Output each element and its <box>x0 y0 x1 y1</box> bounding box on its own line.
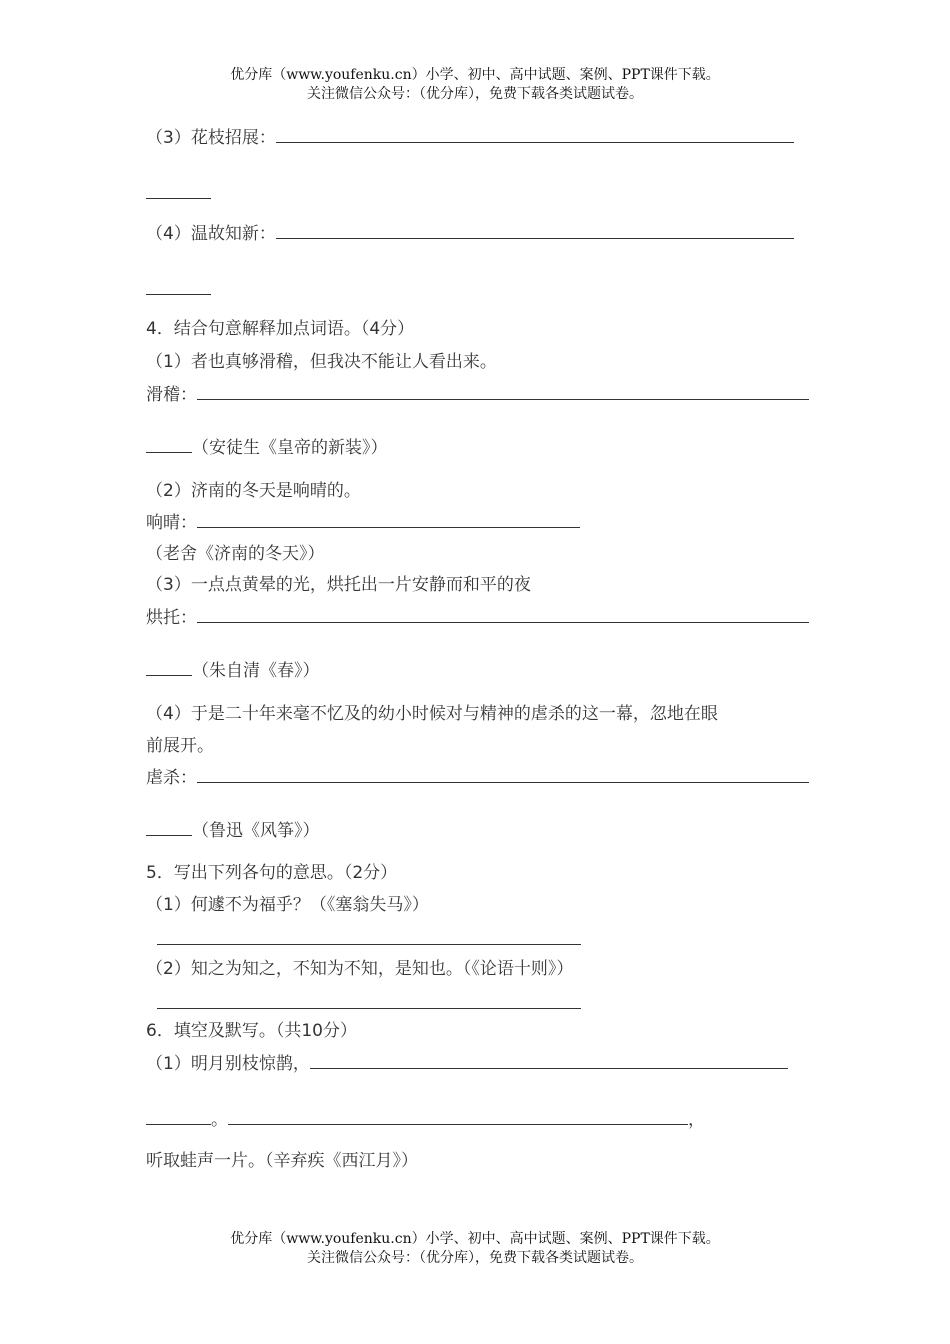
q6-sentence-1-continuation <box>146 1108 705 1131</box>
q4-word-1 <box>146 383 809 406</box>
q4-word-2-label: 响晴： <box>146 513 197 533</box>
answer-blank[interactable] <box>197 383 809 400</box>
answer-blank-continuation[interactable] <box>146 819 192 836</box>
answer-blank[interactable] <box>276 222 794 239</box>
answer-blank[interactable] <box>146 1108 211 1125</box>
answer-blank[interactable] <box>228 1108 688 1125</box>
q4-word-3-label: 烘托： <box>146 608 197 628</box>
q4-word-3 <box>146 606 809 629</box>
answer-blank-continuation[interactable] <box>146 198 211 199</box>
answer-blank[interactable] <box>310 1052 788 1069</box>
q4-source-1-text: （安徒生《皇帝的新装》） <box>192 438 388 458</box>
q4-word-2 <box>146 511 580 534</box>
answer-blank-continuation[interactable] <box>146 659 192 676</box>
q4-source-3 <box>146 659 320 682</box>
q3-item-3 <box>146 126 794 149</box>
q4-source-2: （老舍《济南的冬天》） <box>146 544 325 564</box>
answer-blank-continuation[interactable] <box>146 294 211 295</box>
q4-source-4-text: （鲁迅《风筝》） <box>192 821 320 841</box>
answer-blank[interactable] <box>197 766 809 783</box>
q4-source-1 <box>146 436 388 459</box>
q6-title: 6．填空及默写。（共10分） <box>146 1021 357 1041</box>
footer-line-2: 关注微信公众号：（优分库），免费下载各类试题试卷。 <box>307 1250 643 1266</box>
answer-blank[interactable] <box>276 126 794 143</box>
q4-sentence-3: （3）一点点黄晕的光，烘托出一片安静而和平的夜 <box>146 575 531 595</box>
header-line-2: 关注微信公众号：（优分库），免费下载各类试题试卷。 <box>307 86 643 102</box>
answer-blank[interactable] <box>197 511 580 528</box>
q4-word-4-label: 虐杀： <box>146 768 197 788</box>
q3-item-3-label: （3）花枝招展： <box>146 128 276 148</box>
q4-source-3-text: （朱自清《春》） <box>192 661 320 681</box>
q6-comma: ， <box>688 1110 705 1130</box>
q5-sentence-1: （1）何遽不为福乎？（《塞翁失马》） <box>146 895 429 915</box>
q6-period: 。 <box>211 1110 228 1130</box>
q4-word-4 <box>146 766 809 789</box>
q4-sentence-1: （1）者也真够滑稽，但我决不能让人看出来。 <box>146 352 497 372</box>
q6-sentence-1-end: 听取蛙声一片。（辛弃疾《西江月》） <box>146 1151 418 1171</box>
q3-item-4 <box>146 222 794 245</box>
q4-sentence-4a: （4）于是二十年来毫不忆及的幼小时候对与精神的虐杀的这一幕，忽地在眼 <box>146 704 718 724</box>
answer-blank[interactable] <box>197 606 809 623</box>
q4-source-4 <box>146 819 320 842</box>
answer-blank[interactable] <box>157 1008 581 1009</box>
q4-title: 4．结合句意解释加点词语。（4分） <box>146 319 415 339</box>
q3-item-4-label: （4）温故知新： <box>146 224 276 244</box>
answer-blank-continuation[interactable] <box>146 436 192 453</box>
footer-line-1: 优分库（www.youfenku.cn）小学、初中、高中试题、案例、PPT课件下载。 <box>230 1231 720 1247</box>
q4-sentence-4b: 前展开。 <box>146 736 214 756</box>
q6-sentence-1 <box>146 1052 788 1075</box>
q4-sentence-2: （2）济南的冬天是响晴的。 <box>146 481 361 501</box>
q5-sentence-2: （2）知之为知之，不知为不知，是知也。（《论语十则》） <box>146 959 574 979</box>
q5-title: 5．写出下列各句的意思。（2分） <box>146 863 398 883</box>
header-line-1: 优分库（www.youfenku.cn）小学、初中、高中试题、案例、PPT课件下载。 <box>230 67 720 83</box>
answer-blank[interactable] <box>157 944 581 945</box>
q6-sentence-1-text: （1）明月别枝惊鹊， <box>146 1054 310 1074</box>
q4-word-1-label: 滑稽： <box>146 385 197 405</box>
